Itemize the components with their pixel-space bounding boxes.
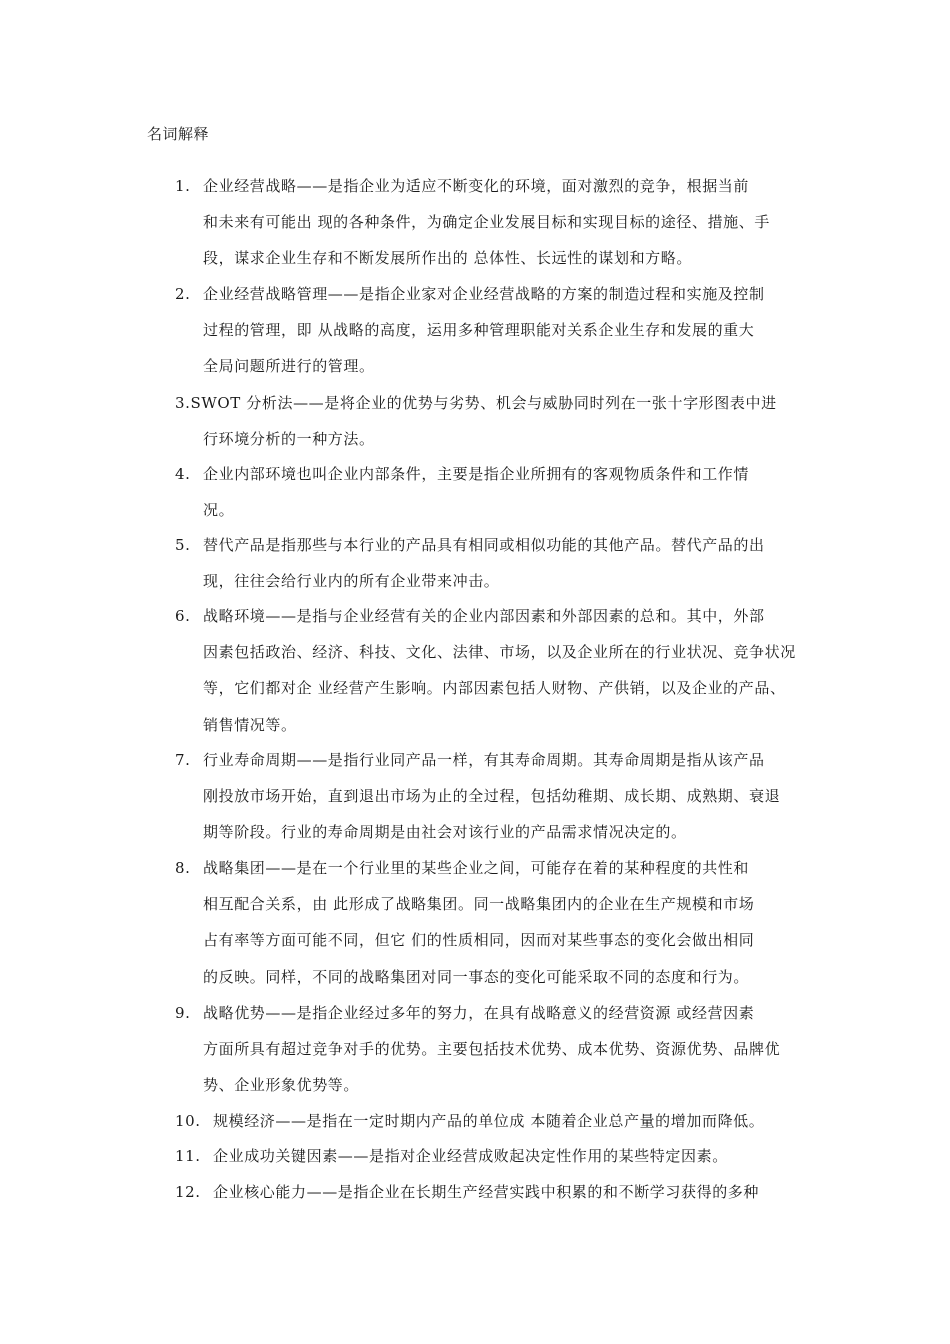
item-line: 企业经营战略管理——是指企业家对企业经营战略的方案的制造过程和实施及控制: [203, 285, 765, 303]
definition-item-11: [175, 1138, 815, 1174]
item-line: 战略环境——是指与企业经营有关的企业内部因素和外部因素的总和。其中，外部: [203, 607, 765, 625]
item-line: 过程的管理，即 从战略的高度，运用多种管理职能对关系企业生存和发展的重大: [203, 321, 755, 340]
item-line: 替代产品是指那些与本行业的产品具有相同或相似功能的其他产品。替代产品的出: [203, 536, 765, 554]
item-number: 8.: [175, 859, 191, 877]
definition-item-9: [175, 995, 815, 1104]
section-title: 名词解释: [147, 125, 210, 143]
item-number: 1.: [175, 177, 191, 195]
item-line: 的反映。同样，不同的战略集团对同一事态的变化可能采取不同的态度和行为。: [203, 967, 750, 986]
item-line: 战略集团——是在一个行业里的某些企业之间，可能存在着的某种程度的共性和: [203, 859, 750, 877]
item-line: 段，谋求企业生存和不断发展所作出的 总体性、长远性的谋划和方略。: [203, 249, 692, 268]
item-line: 行业寿命周期——是指行业同产品一样，有其寿命周期。其寿命周期是指从该产品: [203, 751, 765, 769]
item-line: 势、企业形象优势等。: [203, 1076, 360, 1095]
item-number: 4.: [175, 465, 191, 483]
item-line: 企业经营战略——是指企业为适应不断变化的环境，面对激烈的竞争，根据当前: [203, 177, 750, 195]
definition-item-3: [175, 385, 815, 457]
item-line: 行环境分析的一种方法。: [203, 430, 375, 449]
item-line: 方面所具有超过竞争对手的优势。主要包括技术优势、成本优势、资源优势、品牌优: [203, 1040, 781, 1059]
item-line: 和未来有可能出 现的各种条件，为确定企业发展目标和实现目标的途径、措施、手: [203, 213, 770, 232]
definition-item-4: [175, 456, 815, 528]
item-number: 6.: [175, 607, 191, 625]
item-line: 销售情况等。: [203, 715, 297, 734]
item-number: 10.: [175, 1112, 201, 1130]
item-line: 况。: [203, 501, 235, 520]
definition-item-2: [175, 276, 815, 385]
definition-item-5: [175, 527, 815, 599]
item-number: 3.: [175, 394, 191, 412]
item-number: 12.: [175, 1183, 201, 1201]
definition-item-7: [175, 742, 815, 851]
definition-item-8: [175, 850, 815, 995]
item-line: 企业成功关键因素——是指对企业经营成败起决定性作用的某些特定因素。: [213, 1147, 728, 1165]
item-line: 战略优势——是指企业经过多年的努力，在具有战略意义的经营资源 或经营因素: [203, 1004, 755, 1022]
item-line: 全局问题所进行的管理。: [203, 357, 375, 376]
item-number: 11.: [175, 1147, 201, 1165]
item-line: 因素包括政治、经济、科技、文化、法律、市场，以及企业所在的行业状况、竞争状况: [203, 643, 796, 662]
item-number: 7.: [175, 751, 191, 769]
definition-item-6: [175, 598, 815, 743]
item-number: 9.: [175, 1004, 191, 1022]
item-line: 企业内部环境也叫企业内部条件，主要是指企业所拥有的客观物质条件和工作情: [203, 465, 750, 483]
item-line: 期等阶段。行业的寿命周期是由社会对该行业的产品需求情况决定的。: [203, 823, 687, 842]
item-line: 相互配合关系，由 此形成了战略集团。同一战略集团内的企业在生产规模和市场: [203, 895, 755, 914]
item-line: 刚投放市场开始，直到退出市场为止的全过程，包括幼稚期、成长期、成熟期、衰退: [203, 787, 781, 806]
definition-item-1: [175, 168, 815, 277]
item-number: 2.: [175, 285, 191, 303]
item-line: 规模经济——是指在一定时期内产品的单位成 本随着企业总产量的增加而降低。: [213, 1112, 765, 1130]
item-line: 企业核心能力——是指企业在长期生产经营实践中积累的和不断学习获得的多种: [213, 1183, 760, 1201]
item-line: 等，它们都对企 业经营产生影响。内部因素包括人财物、产供销，以及企业的产品、: [203, 679, 786, 698]
definition-item-12: [175, 1174, 815, 1210]
item-line: 现，往往会给行业内的所有企业带来冲击。: [203, 572, 500, 591]
item-number: 5.: [175, 536, 191, 554]
definition-item-10: [175, 1103, 815, 1139]
item-line: SWOT 分析法——是将企业的优势与劣势、机会与威胁同时列在一张十字形图表中进: [190, 394, 777, 412]
item-line: 占有率等方面可能不同，但它 们的性质相同，因而对某些事态的变化会做出相同: [203, 931, 755, 950]
